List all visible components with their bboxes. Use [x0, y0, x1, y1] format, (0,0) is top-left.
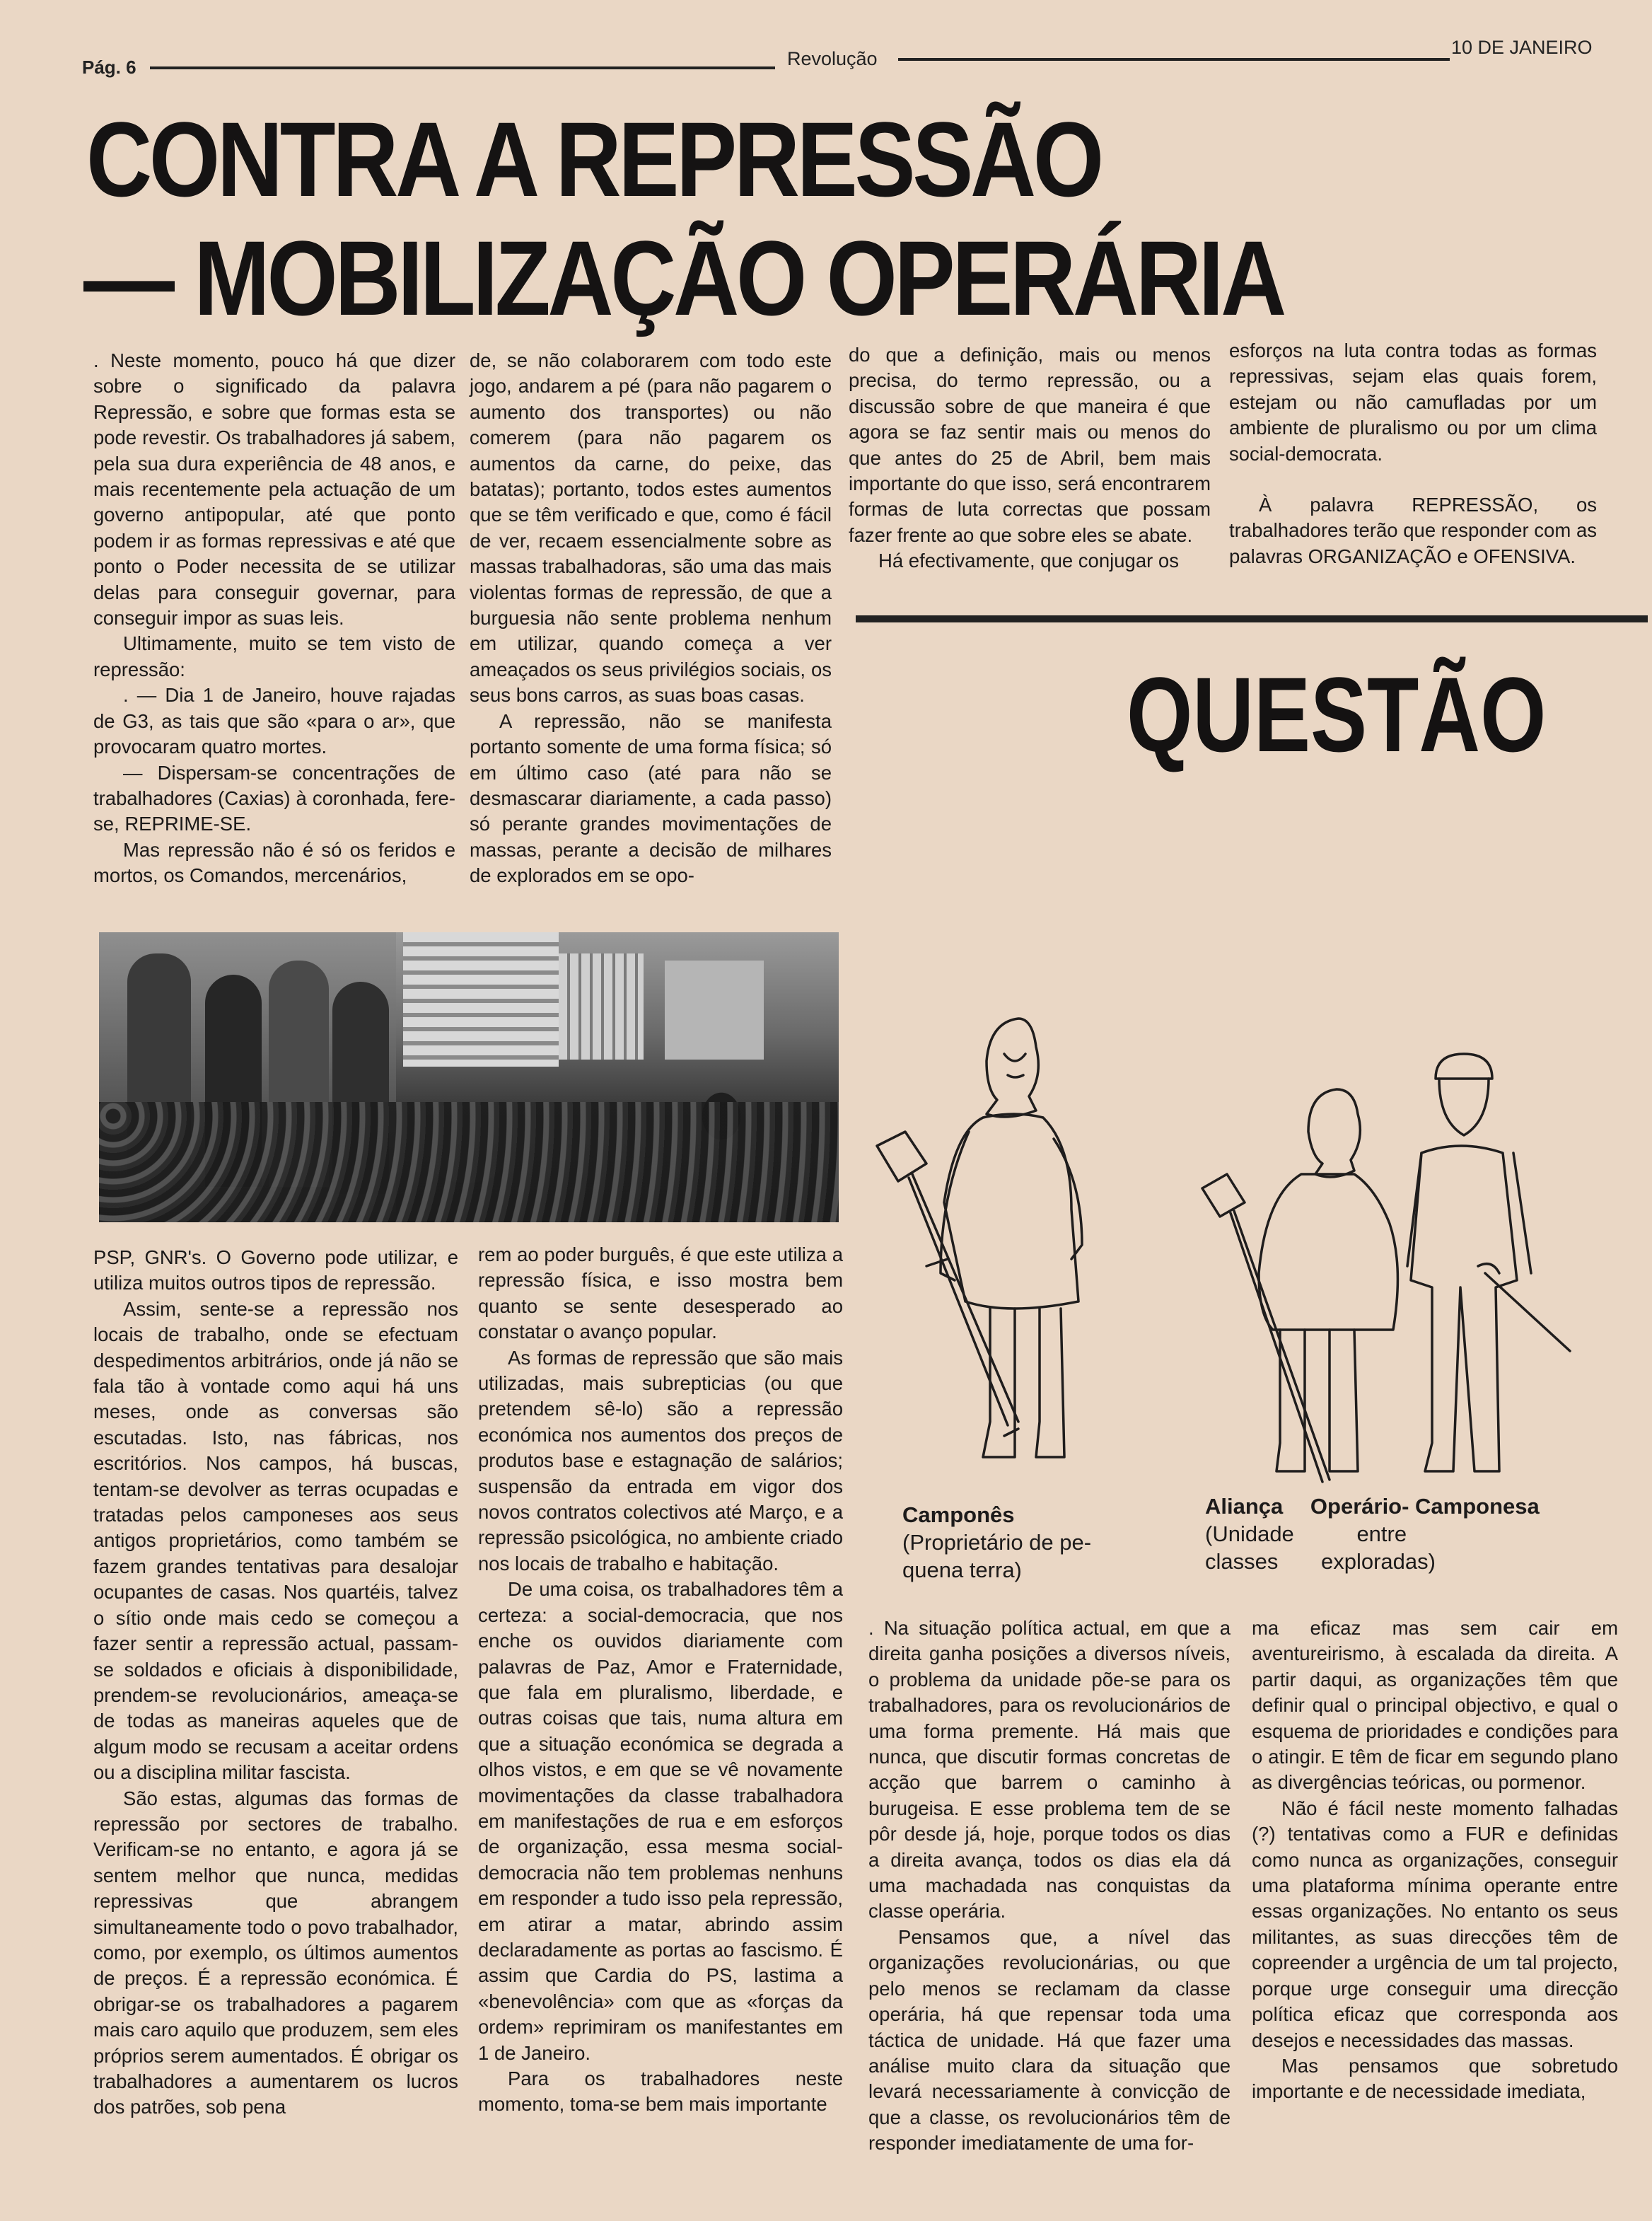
headline-line-2: — MOBILIZAÇÃO OPERÁRIA — [83, 219, 1284, 337]
header-rule-right — [898, 58, 1450, 61]
questao-title: QUESTÃO — [1127, 655, 1547, 774]
caption-line: (Proprietário de pe- — [902, 1530, 1092, 1555]
article-column-2-bottom — [478, 1242, 843, 2118]
paragraph: ma eficaz mas sem cair em aventureirismo, à escalada da direita. A partir daqui, as organizações têm que definir qual o principal objectivo, e qual o esquema de prioridades e condições para o atingir. E têm de ficar em segundo plano as divergências teóricas, ou pormenor. — [1252, 1617, 1618, 1794]
paragraph: — Dispersam-se concentrações de trabalhadores (Caxias) à coronhada, fere-se, REPRIME-SE. — [93, 761, 455, 835]
paragraph: Não é fácil neste momento falhadas (?) tentativas como a FUR e definidas como nunca as organizações, conseguir uma plataforma mínima operante entre essas organizações. No entanto os seus militantes, as suas direcções têm de copreender a urgência de um tal projecto, porque urge conseguir uma direcção política eficaz que corresponda aos desejos e necessidades das massas. — [1252, 1797, 1618, 2051]
paragraph: Mas pensamos que sobretudo importante e de necessidade imediata, — [1252, 2054, 1618, 2103]
paragraph: As formas de repressão que são mais utilizadas, mais subrepticias (ou que pretendem sê-lo) são a repressão económica nos aumentos dos preços de produtos base e estagnação de salários; suspensão da entrada em vigor dos novos contratos colectivos até Março, e a repressão psicológica, no ambiente criado nos locais de trabalho e habitação. — [478, 1346, 843, 1575]
caption-line: entre — [1356, 1521, 1407, 1546]
peasant-illustration — [870, 997, 1153, 1492]
paragraph: esforços na luta contra todas as formas repressivas, sejam elas quais forem, estejam ou não camufladas por um ambiente de pluralismo ou por um clima social-democrata. — [1229, 340, 1597, 465]
alliance-illustration — [1195, 1047, 1591, 1500]
page-number: Pág. 6 — [82, 57, 136, 78]
peasant-caption — [902, 1501, 1091, 1584]
caption-line: (Unidade — [1205, 1521, 1294, 1546]
caption-line: classes — [1205, 1549, 1279, 1574]
paragraph: De uma coisa, os trabalhadores têm a certeza: a social-democracia, que nos enche os ouvidos diariamente com palavras de Paz, Amor e Fraternidade, que fala em pluralismo, liberdade, e outras coisas que tais, numa altura em que a situação económica se degrada a olhos vistos, e em que se vê novamente movimentações da classe trabalhadora em manifestações de rua e em esforços de organização, essa mesma social-democracia não tem problemas nenhuns em responder a tudo isso pela repressão, em atirar a matar, abrindo assim declaradamente as portas ao fascismo. É assim que Cardia do PS, lastima a «benevolência» com que as «forças da ordem» reprimiram os manifestantes em 1 de Janeiro. — [478, 1578, 843, 2064]
caption-line: quena terra) — [902, 1558, 1022, 1582]
paragraph: PSP, GNR's. O Governo pode utilizar, e utiliza muitos outros tipos de repressão. — [93, 1246, 458, 1294]
newspaper-name: Revolução — [787, 48, 878, 69]
article-column-1-bottom — [93, 1245, 458, 2121]
paragraph: rem ao poder burguês, é que este utiliza a repressão física, e isso mostra bem quanto se sente desesperado ao constatar o avanço popular. — [478, 1243, 843, 1343]
paragraph: de, se não colaborarem com todo este jogo, andarem a pé (para não pagarem o aumento dos transportes) ou não comerem (para não pagarem os aumentos da carne, do peixe, das batatas); portanto, todos estes aumentos que se têm verificado e que, como é fácil de ver, recaem essencialmente sobre as massas trabalhadoras, são uma das mais violentas formas de repressão, de que a burguesia não sente problema nenhum em utilizar, quando começa a ver ameaçados os seus privilégios sociais, os seus bons carros, as suas boas casas. — [470, 349, 832, 707]
issue-date: 10 DE JANEIRO — [1451, 37, 1593, 58]
questao-column-2 — [1252, 1616, 1618, 2105]
caption-line: exploradas) — [1321, 1549, 1436, 1574]
paragraph: Ultimamente, muito se tem visto de repressão: — [93, 632, 455, 680]
headline-line-1: CONTRA A REPRESSÃO — [86, 100, 1101, 219]
section-divider — [856, 615, 1648, 622]
caption-title: Camponês — [902, 1502, 1015, 1527]
paragraph: A repressão, não se manifesta portanto somente de uma forma física; só em último caso (até para não se desmascarar diariamente, a cada passo) só perante grandes movimentações de massas, perante a decisão de milhares de explorados em se opo- — [470, 709, 832, 887]
paragraph: Assim, sente-se a repressão nos locais de trabalho, onde se efectuam despedimentos arbitrários, onde já não se fala tão à vontade como aqui há uns meses, onde as conversas são escutadas. Isto, nas fábricas, nos escritórios. Nos campos, há buscas, tentam-se devolver as terras ocupadas e tratadas pelos camponeses aos seus antigos proprietários, como também se fazem grandes tentativas para desalojar ocupantes de casas. Nos quartéis, talvez o sítio onde mais cedo se começou a fazer sentir a repressão actual, passam-se soldados e oficiais à disponibilidade, prendem-se revolucionários, ameaça-se de todas as maneiras aqueles que de algum modo se recusam a aceitar ordens ou a disciplina militar fascista. — [93, 1297, 458, 1784]
paragraph: do que a definição, mais ou menos precisa, do termo repressão, ou a discussão sobre de que maneira é que agora se faz sentir mais ou menos do que antes do 25 de Abril, bem mais importante do que isso, será encontrarem formas de luta correctas que possam fazer frente ao que sobre eles se abate. — [849, 344, 1211, 546]
paragraph: Há efectivamente, que conjugar os — [878, 550, 1179, 572]
paragraph: Pensamos que, a nível das organizações revolucionárias, ou que pelo menos se reclamam da classe operária, há que repensar toda uma táctica de unidade. Há que fazer uma análise muito clara da situação que levará necessariamente à convicção de que a classe, os revolucionários têm de responder imediatamente de uma for- — [868, 1925, 1231, 2155]
paragraph: À palavra REPRESSÃO, os trabalhadores terão que responder com as palavras ORGANIZAÇÃO e OFENSIVA. — [1229, 494, 1597, 567]
article-column-3-top — [849, 342, 1211, 574]
paragraph: Para os trabalhadores neste momento, toma-se bem mais importante — [478, 2068, 843, 2116]
alliance-caption — [1205, 1492, 1601, 1575]
article-column-1-top — [93, 348, 455, 889]
questao-column-1 — [868, 1616, 1231, 2157]
article-column-4-top — [1229, 338, 1597, 569]
caption-title: Operário- Camponesa — [1310, 1494, 1540, 1519]
paragraph: São estas, algumas das formas de repressão por sectores de trabalho. Verificam-se no entanto, e agora já se sentem melhor que nunca, medidas repressivas que abrangem simultaneamente todo o povo trabalhador, como, por exemplo, os últimos aumentos de preços. É a repressão económica. É obrigar-se os trabalhadores a pagarem mais caro aquilo que produzem, sem eles próprios serem aumentados. É obrigar os trabalhadores a aumentarem os lucros dos patrões, sob pena — [93, 1787, 458, 2118]
article-column-2-top — [470, 348, 832, 889]
paragraph: Mas repressão não é só os feridos e mortos, os Comandos, mercenários, — [93, 838, 455, 887]
paragraph: . Na situação política actual, em que a direita ganha posições a diversos níveis, o problema da unidade põe-se para os trabalhadores, para os revolucionários de uma forma premente. Há mais que nunca, que discutir formas concretas de acção que barrem o caminho à burugeisa. E esse problema tem de se pôr desde já, hoje, porque todos os dias a direita avança, todos os dias ela dá uma machadada nas conquistas da classe operária. — [868, 1617, 1231, 1923]
header-rule-left — [150, 66, 775, 69]
paragraph: . Neste momento, pouco há que dizer sobre o significado da palavra Repressão, e sobre que formas esta se pode revestir. Os trabalhadores já sabem, pela sua dura experiência de 48 anos, e mais recentemente pela actuação de um governo antipopular, até que ponto podem ir as formas repressivas e até que ponto o Poder necessita de se utilizar delas para conseguir governar, para conseguir impor as suas leis. — [93, 349, 455, 630]
paragraph: . — Dia 1 de Janeiro, houve rajadas de G3, as tais que são «para o ar», que provocaram quatro mortes. — [93, 684, 455, 758]
protest-crowd-photo — [99, 932, 839, 1222]
caption-title: Aliança — [1205, 1494, 1284, 1519]
